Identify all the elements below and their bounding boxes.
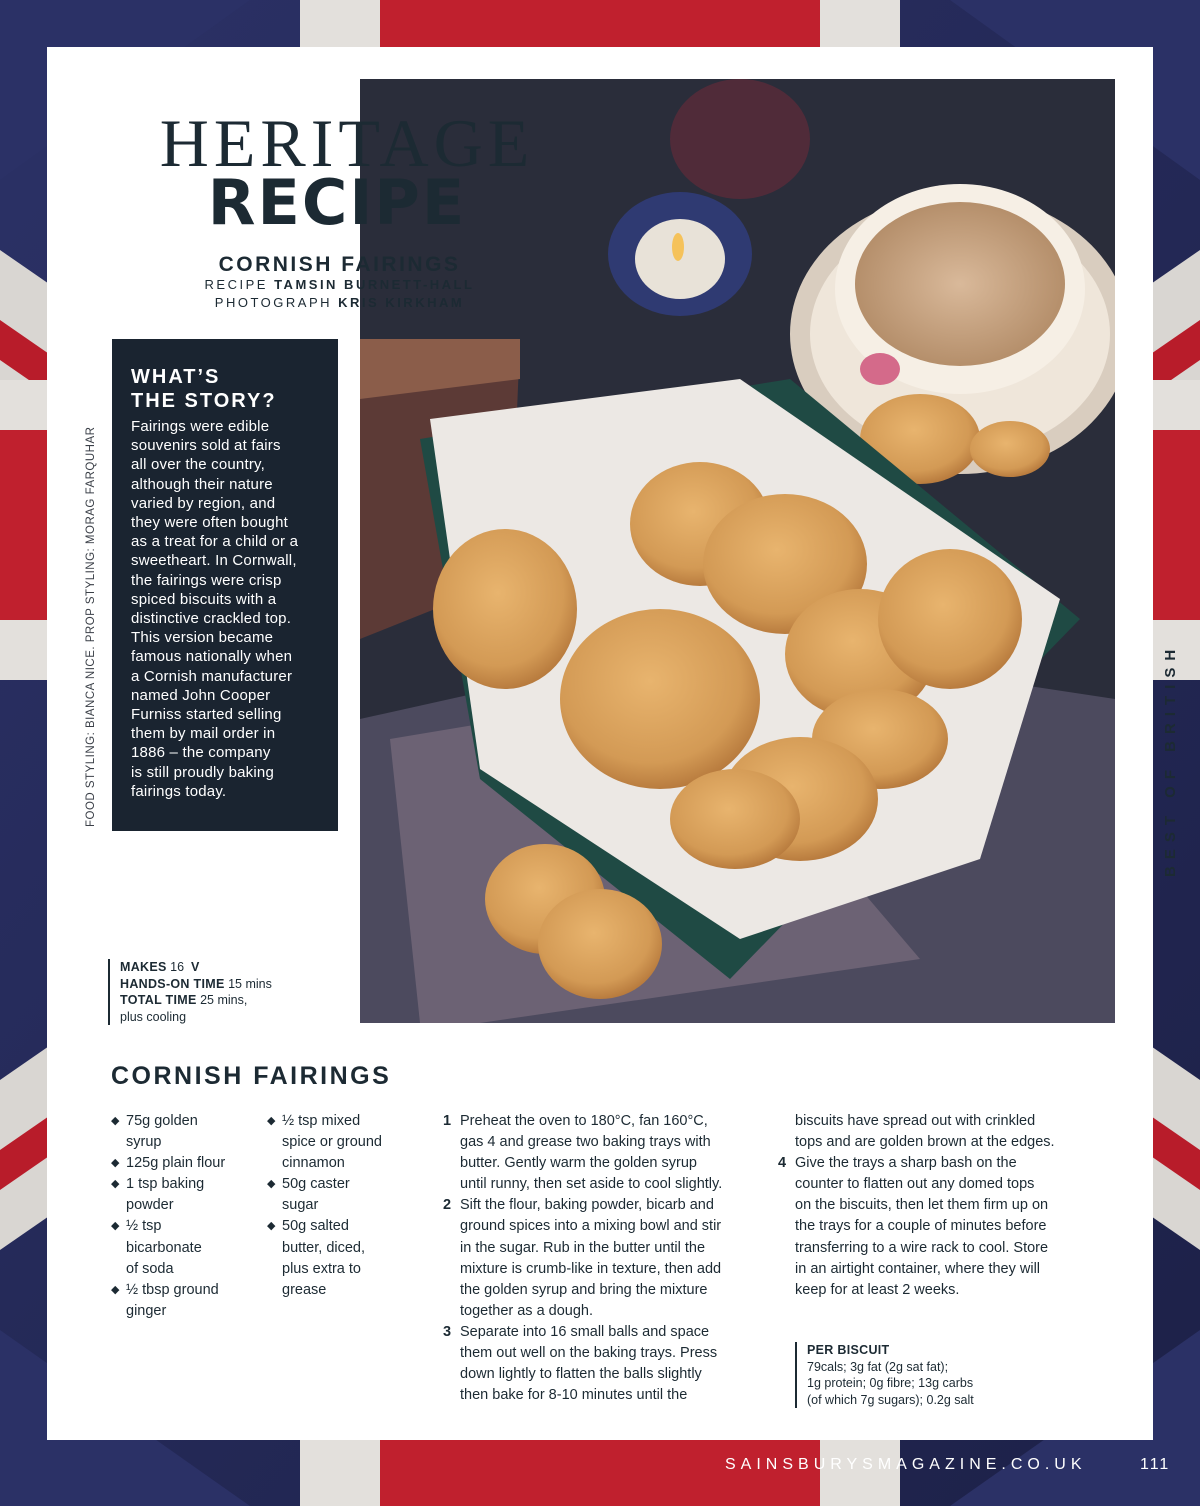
nutrition-line: 1g protein; 0g fibre; 13g carbs	[807, 1376, 974, 1390]
ingredient-item: ◆ ½ tsp mixed spice or ground cinnamon	[267, 1111, 417, 1174]
recipe-credit-author: TAMSIN BURNETT-HALL	[274, 277, 475, 292]
story-line: the fairings were crisp	[131, 571, 282, 589]
ingredient-item: ◆ 50g salted butter, diced, plus extra to grease	[267, 1216, 417, 1300]
total-time-value: 25 mins,	[200, 993, 248, 1007]
method-column-2	[778, 1111, 1098, 1301]
hands-on-label: HANDS-ON TIME	[120, 976, 225, 991]
styling-credit: FOOD STYLING: BIANCA NICE. PROP STYLING: MORAG FARQUHAR	[85, 426, 97, 827]
method-step: 2 Sift the flour, baking powder, bicarb and ground spices into a mixing bowl and stir in the sugar. Rub in the butter until the mixture is crumb-like in texture, then add the golden syrup and bring the mixture together as a dough.	[443, 1197, 722, 1319]
magazine-page	[47, 47, 1179, 1440]
story-heading-line2: THE STORY?	[131, 390, 277, 412]
step-number: 1	[443, 1113, 452, 1129]
story-line: spiced biscuits with a	[131, 590, 277, 608]
ingredients-column-2	[267, 1111, 417, 1301]
method-step-continued: biscuits have spread out with crinkled tops and are golden brown at the edges.	[795, 1113, 1055, 1151]
story-line: varied by region, and	[131, 494, 276, 512]
story-line: a Cornish manufacturer	[131, 667, 293, 685]
story-line: them by mail order in	[131, 725, 276, 743]
recipe-title: CORNISH FAIRINGS	[111, 1062, 392, 1090]
header-title-recipe: RECIPE	[207, 166, 467, 239]
page-number: 111	[1140, 1456, 1171, 1473]
story-line: all over the country,	[131, 456, 265, 474]
ingredient-item: ◆ ½ tsp bicarbonate of soda	[111, 1216, 261, 1279]
vegetarian-badge: V	[191, 960, 200, 974]
step-number: 3	[443, 1323, 452, 1340]
photo-credit-author: KRIS KIRKHAM	[338, 295, 465, 310]
ingredient-item: ◆ 50g caster sugar	[267, 1174, 417, 1216]
story-line: is still proudly baking	[131, 763, 274, 781]
hands-on-value: 15 mins	[228, 976, 272, 991]
story-line: although their nature	[131, 475, 273, 493]
ingredient-item: ◆ 125g plain flour	[111, 1153, 261, 1174]
story-line: Furniss started selling	[131, 706, 282, 724]
story-heading	[131, 365, 320, 413]
story-line: famous nationally when	[131, 648, 293, 666]
section-tab: BEST OF BRITISH	[1162, 642, 1179, 877]
total-time-label: TOTAL TIME	[120, 993, 197, 1007]
makes-value: 16	[170, 960, 185, 974]
method-step: 3 Separate into 16 small balls and space them out well on the baking trays. Press down lightly to flatten the balls slightly then bake for 8-10 minutes until the	[443, 1323, 718, 1404]
hands-on-row	[120, 976, 272, 993]
recipe-subtitle: CORNISH FAIRINGS	[218, 253, 461, 276]
makes-label: MAKES	[120, 960, 167, 974]
ingredient-item: ◆ 75g golden syrup	[111, 1111, 261, 1153]
ingredients-column-1	[111, 1111, 261, 1322]
photo-credit	[147, 295, 532, 310]
method-column-1	[443, 1111, 763, 1406]
header-title-heritage: HERITAGE	[159, 105, 535, 181]
photo-credit-label: PHOTOGRAPH	[214, 295, 333, 310]
recipe-times	[108, 959, 272, 1025]
nutrition-line: 79cals; 3g fat (2g sat fat);	[807, 1359, 949, 1374]
recipe-credit	[147, 277, 532, 292]
story-line: souvenirs sold at fairs	[131, 437, 281, 455]
story-text	[131, 417, 320, 801]
story-line: 1886 – the company	[131, 744, 271, 762]
recipe-credit-label: RECIPE	[204, 277, 268, 292]
ingredient-item: ◆ 1 tsp baking powder	[111, 1174, 261, 1216]
method-step: 4 Give the trays a sharp bash on the counter to flatten out any domed tops on the biscuits, then let them firm up on the trays for a couple of minutes before transferring to a wire rack to cool. Store in an airtight container, where they will keep for at least 2 weeks.	[778, 1155, 1049, 1298]
step-number: 4	[778, 1155, 787, 1172]
nutrition-line: (of which 7g sugars); 0.2g salt	[807, 1392, 974, 1407]
nutrition-info	[795, 1342, 974, 1408]
story-line: as a treat for a child or a	[131, 533, 299, 551]
makes-row	[120, 959, 272, 976]
footer-website: SAINSBURYSMAGAZINE.CO.UK	[725, 1456, 1087, 1473]
method-step: 1 Preheat the oven to 180°C, fan 160°C, gas 4 and grease two baking trays with butter. Gently warm the golden syrup until runny, then set aside to cool slightly.	[443, 1113, 723, 1193]
story-line: distinctive crackled top.	[131, 610, 292, 628]
step-number: 2	[443, 1197, 452, 1214]
total-time-extra: plus cooling	[120, 1009, 187, 1024]
story-line: they were often bought	[131, 514, 289, 532]
story-line: fairings today.	[131, 782, 227, 800]
story-line: This version became	[131, 629, 274, 647]
total-time-row	[120, 992, 272, 1009]
ingredient-item: ◆ ½ tbsp ground ginger	[111, 1280, 261, 1322]
story-line: named John Cooper	[131, 686, 271, 704]
story-line: sweetheart. In Cornwall,	[131, 552, 297, 570]
story-box	[112, 339, 338, 831]
story-line: Fairings were edible	[131, 418, 270, 435]
nutrition-heading: PER BISCUIT	[807, 1343, 890, 1357]
story-heading-line1: WHAT’S	[131, 366, 221, 388]
